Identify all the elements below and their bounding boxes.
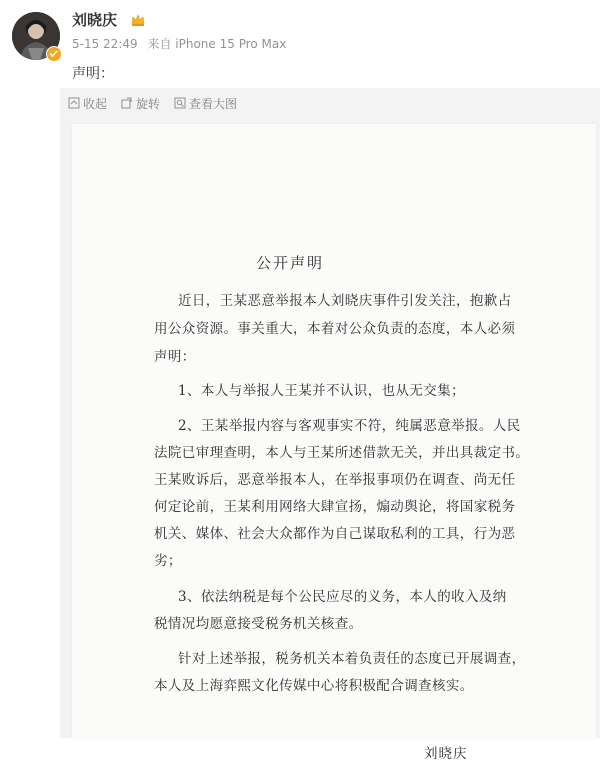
rotate-label: 旋转 — [136, 96, 161, 111]
document-line: 机关、媒体、社会大众都作为自己谋取私利的工具，行为恶 — [154, 526, 516, 542]
document-line: 劣； — [154, 553, 182, 569]
post-text: 声明： — [72, 66, 114, 82]
document-line: 王某败诉后，恶意举报本人，在举报事项仍在调查、尚无任 — [154, 472, 516, 488]
document-title: 公开声明 — [255, 254, 324, 272]
rotate-icon — [121, 97, 133, 109]
verified-badge-icon — [46, 46, 62, 62]
document-line: 本人及上海弈熙文化传媒中心将积极配合调查核实。 — [154, 678, 474, 694]
post-meta — [72, 36, 292, 52]
document-signature: 刘晓庆 — [424, 746, 468, 762]
zoom-icon — [174, 97, 186, 109]
document-line: 近日，王某恶意举报本人刘晓庆事件引发关注，抱歉占 — [178, 293, 512, 309]
post-header — [0, 0, 600, 60]
document-line: 2、王某举报内容与客观事实不符，纯属恶意举报。人民 — [178, 418, 521, 434]
media-container — [60, 88, 600, 762]
post-source: 来自 iPhone 15 Pro Max — [147, 37, 287, 51]
avatar-wrapper[interactable] — [12, 12, 60, 60]
post-timestamp[interactable]: 5-15 22:49 — [72, 37, 138, 51]
crown-icon[interactable] — [130, 12, 146, 28]
document-line: 1、本人与举报人王某并不认识，也从无交集； — [178, 383, 465, 399]
document-line: 何定论前，王某利用网络大肆宣扬，煽动舆论，将国家税务 — [154, 499, 516, 515]
view-large-button[interactable] — [174, 95, 237, 112]
document-line: 针对上述举报，税务机关本着负责任的态度已开展调查， — [178, 651, 526, 667]
username[interactable]: 刘晓庆 — [72, 11, 118, 29]
collapse-icon — [68, 97, 80, 109]
document-line: 法院已审理查明，本人与王某所述借款无关，并出具裁定书。 — [154, 445, 530, 461]
document-line: 用公众资源。事关重大，本着对公众负责的态度，本人必须 — [154, 321, 516, 337]
collapse-label: 收起 — [83, 96, 108, 111]
document-line: 3、依法纳税是每个公民应尽的义务，本人的收入及纳 — [178, 589, 507, 605]
rotate-button[interactable] — [121, 95, 160, 112]
media-toolbar — [68, 94, 251, 112]
document-line: 声明： — [154, 349, 196, 365]
collapse-button[interactable] — [68, 95, 107, 112]
view-large-label: 查看大图 — [189, 96, 238, 111]
statement-image[interactable] — [72, 124, 596, 762]
document-line: 税情况均愿意接受税务机关核查。 — [154, 616, 363, 632]
